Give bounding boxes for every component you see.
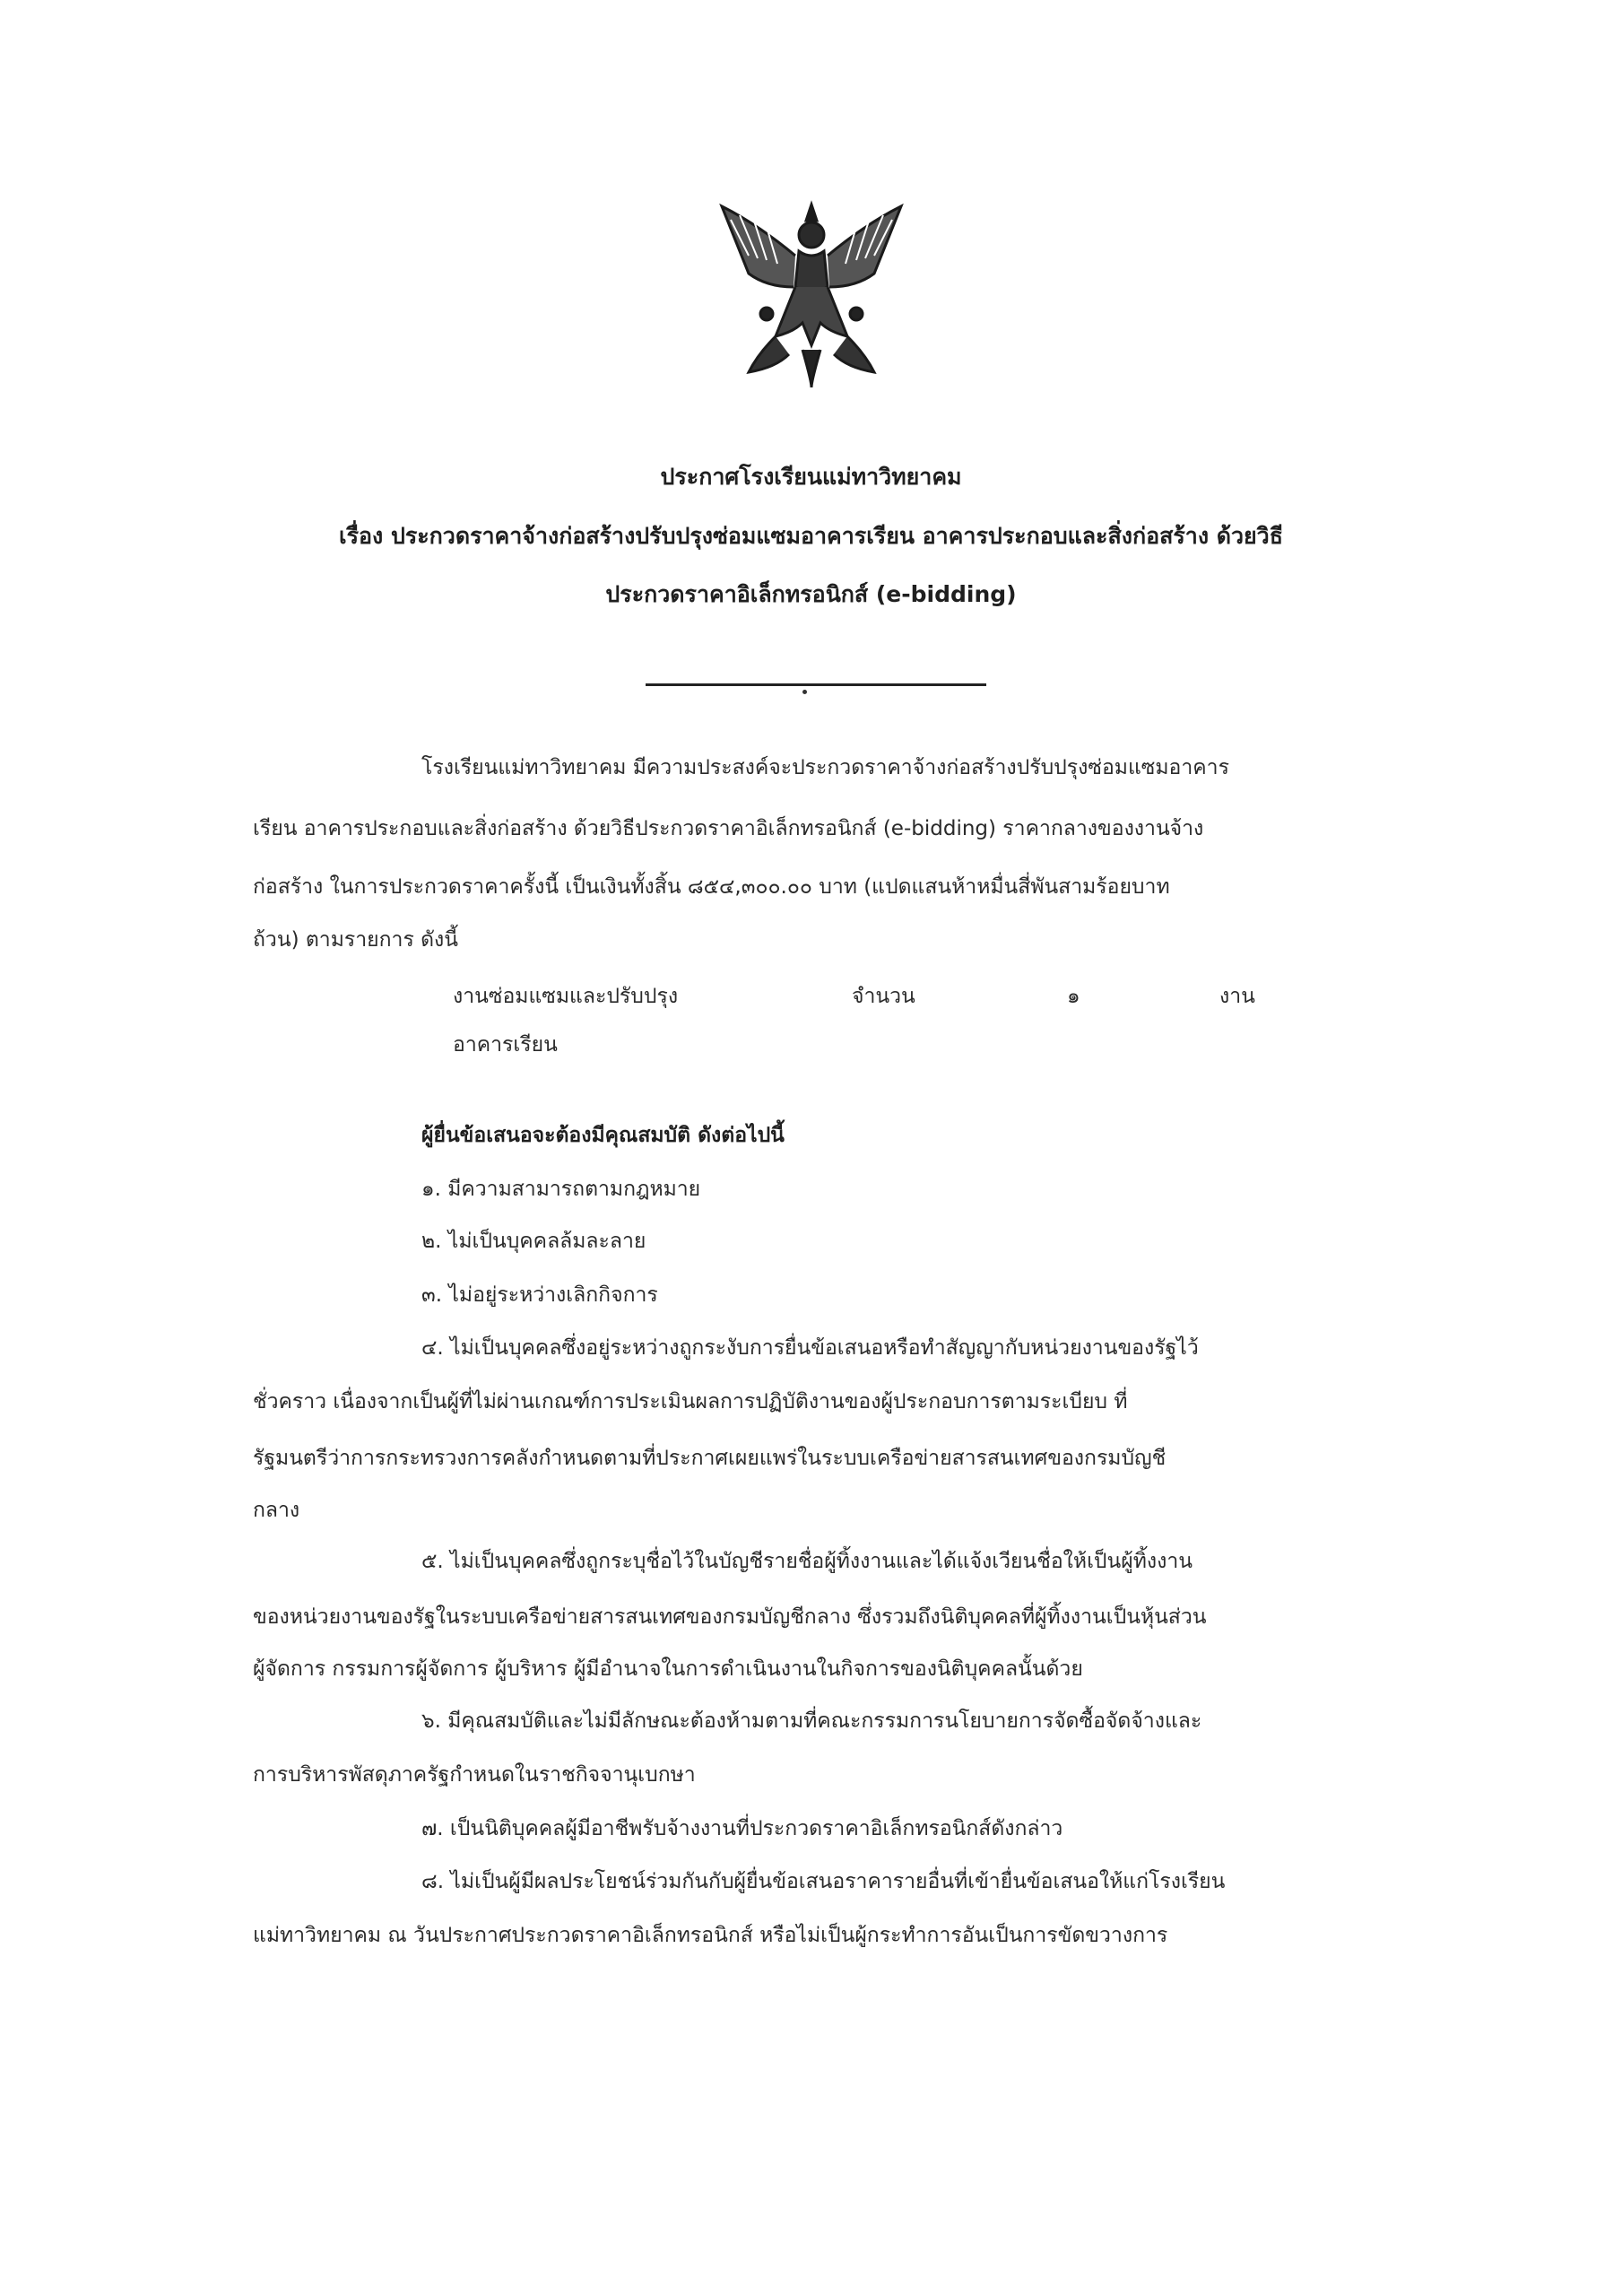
qualification-item: ๖. มีคุณสมบัติและไม่มีลักษณะต้องห้ามตามที่คณะกรรมการนโยบายการจัดซื้อจัดจ้างและ (421, 1709, 1202, 1733)
announcement-title: ประกาศโรงเรียนแม่ทาวิทยาคม (660, 464, 962, 490)
item-name-cont: อาคารเรียน (453, 1033, 558, 1057)
qualification-item-cont: รัฐมนตรีว่าการกระทรวงการคลังกำหนดตามที่ประกาศเผยแพร่ในระบบเครือข่ายสารสนเทศของกรมบัญชี (253, 1447, 1167, 1470)
garuda-emblem (713, 188, 910, 390)
item-qty-label: จำนวน (852, 985, 915, 1008)
qualification-item-cont: ชั่วคราว เนื่องจากเป็นผู้ที่ไม่ผ่านเกณฑ์การประเมินผลการปฏิบัติงานของผู้ประกอบการตามระเบียบ ที่ (253, 1390, 1128, 1413)
item-name: งานซ่อมแซมและปรับปรุง (453, 985, 679, 1008)
item-unit: งาน (1219, 985, 1255, 1008)
qualification-item: ๘. ไม่เป็นผู้มีผลประโยชน์ร่วมกันกับผู้ยื่นข้อเสนอราคารายอื่นที่เข้ายื่นข้อเสนอให้แก่โรงเรียน (421, 1870, 1226, 1893)
qualification-item: ๗. เป็นนิติบุคคลผู้มีอาชีพรับจ้างงานที่ประกวดราคาอิเล็กทรอนิกส์ดังกล่าว (421, 1817, 1063, 1840)
announcement-subject: เรื่อง ประกวดราคาจ้างก่อสร้างปรับปรุงซ่อมแซมอาคารเรียน อาคารประกอบและสิ่งก่อสร้าง ด้วยวิธี (339, 523, 1283, 549)
qualification-item-cont: ของหน่วยงานของรัฐในระบบเครือข่ายสารสนเทศของกรมบัญชีกลาง ซึ่งรวมถึงนิติบุคคลที่ผู้ทิ้งงานเป็นหุ้นส่วน (253, 1605, 1207, 1629)
qualification-item-cont: การบริหารพัสดุภาครัฐกำหนดในราชกิจจานุเบกษา (253, 1763, 696, 1787)
qualification-item: ๔. ไม่เป็นบุคคลซึ่งอยู่ระหว่างถูกระงับการยื่นข้อเสนอหรือทำสัญญากับหน่วยงานของรัฐไว้ (421, 1336, 1199, 1360)
qualification-item: ๕. ไม่เป็นบุคคลซึ่งถูกระบุชื่อไว้ในบัญชีรายชื่อผู้ทิ้งงานและได้แจ้งเวียนชื่อให้เป็นผู้ทิ้งงาน (421, 1550, 1193, 1573)
qualification-item: ๑. มีความสามารถตามกฎหมาย (421, 1178, 701, 1201)
qualification-item: ๓. ไม่อยู่ระหว่างเลิกกิจการ (421, 1283, 658, 1307)
qualifications-heading: ผู้ยื่นข้อเสนอจะต้องมีคุณสมบัติ ดังต่อไปนี้ (421, 1124, 785, 1147)
qualification-item-cont: ผู้จัดการ กรรมการผู้จัดการ ผู้บริหาร ผู้มีอำนาจในการดำเนินงานในกิจการของนิติบุคคลนั้นด้วย (253, 1657, 1083, 1681)
qualification-item-cont: แม่ทาวิทยาคม ณ วันประกาศประกวดราคาอิเล็กทรอนิกส์ หรือไม่เป็นผู้กระทำการอันเป็นการขัดขวางการ (253, 1924, 1168, 1947)
title-divider (646, 683, 986, 686)
qualification-item: ๒. ไม่เป็นบุคคลล้มละลาย (421, 1230, 646, 1253)
intro-line: โรงเรียนแม่ทาวิทยาคม มีความประสงค์จะประกวดราคาจ้างก่อสร้างปรับปรุงซ่อมแซมอาคาร (421, 756, 1229, 779)
qualification-item-cont: กลาง (253, 1499, 300, 1522)
intro-line: เรียน อาคารประกอบและสิ่งก่อสร้าง ด้วยวิธีประกวดราคาอิเล็กทรอนิกส์ (e-bidding) ราคากลางของงานจ้าง (253, 817, 1204, 840)
divider-dot (802, 690, 807, 694)
intro-line: ก่อสร้าง ในการประกวดราคาครั้งนี้ เป็นเงินทั้งสิ้น ๘๕๔,๓๐๐.๐๐ บาท (แปดแสนห้าหมื่นสี่พันสามร้อยบาท (253, 875, 1170, 899)
item-qty: ๑ (1067, 985, 1080, 1008)
announcement-subject-cont: ประกวดราคาอิเล็กทรอนิกส์ (e-bidding) (605, 581, 1017, 607)
intro-line: ถ้วน) ตามรายการ ดังนี้ (253, 928, 459, 952)
